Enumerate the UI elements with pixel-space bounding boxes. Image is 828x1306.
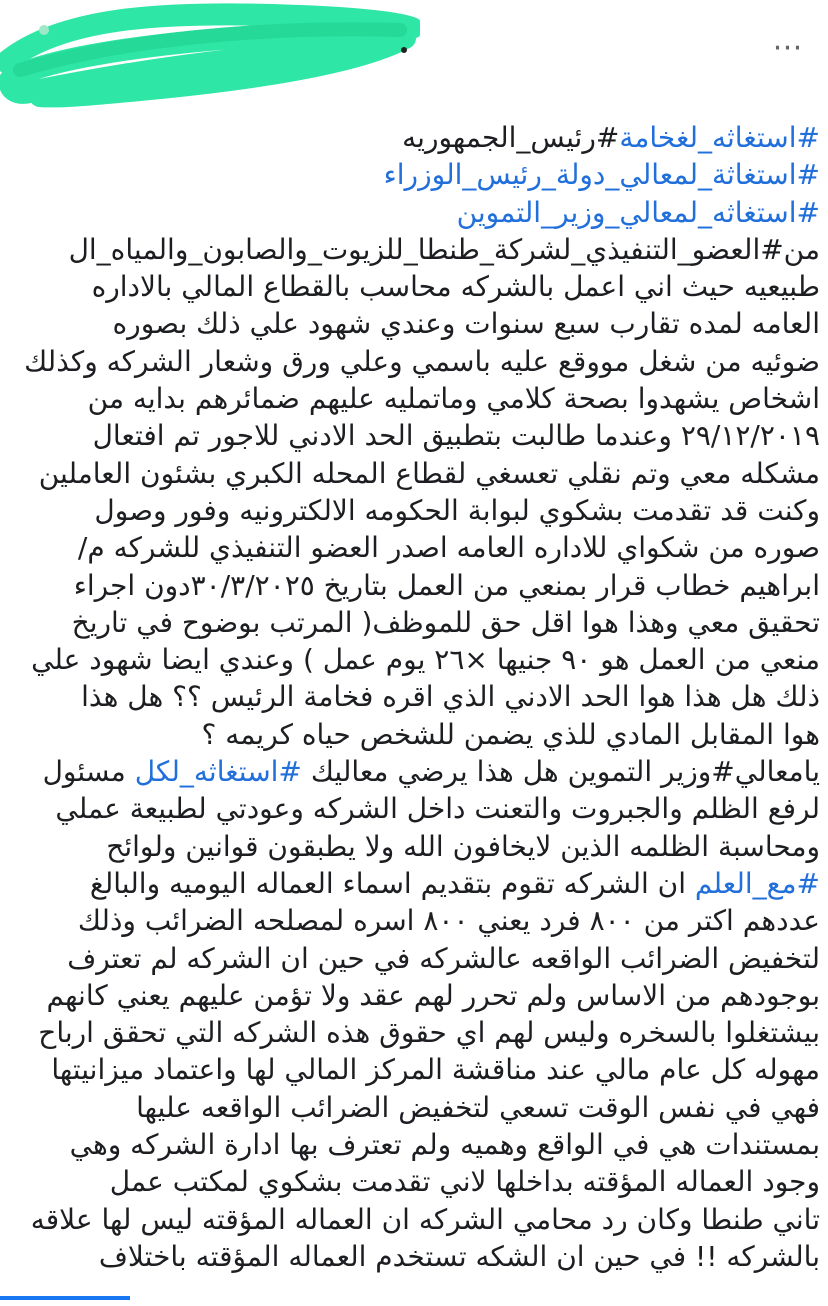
post-line: هوا المقابل المادي للذي يضمن للشخص حياه كريمه ؟ [201,717,820,751]
post-line: ضوئيه من شغل مووقع عليه باسمي وعلي ورق وشعار الشركه وكذلك [24,344,820,378]
post-line: وكنت قد تقدمت بشكوي لبوابة الحكومه الالكترونيه وفور وصول [94,493,820,527]
post-line: بيشتغلوا بالسخره وليس لهم اي حقوق هذه الشركه التي تحقق ارباح [38,1016,820,1050]
more-options-button[interactable] [770,30,806,65]
post-line: تحقيق معي وهذا هوا اقل حق للموظف( المرتب بوضوح في تاريخ [71,605,820,639]
post-line [6,194,820,231]
post-text-segment: يامعالي#وزير التموين هل هذا يرضي معاليك [310,755,820,789]
post-line: صوره من شكواي للاداره العامه اصدر العضو التنفيذي للشركه م/ [77,531,820,565]
hashtag-link[interactable]: #استغاثه_لمعالي_وزير_التموين [456,195,820,229]
post-line: طبيعيه حيث اني اعمل بالشركه محاسب بالقطاع المالي بالاداره [91,270,820,304]
post-line: مشكله معي وتم نقلي تعسغي لقطاع المحله الكبري بشئون العاملين [38,456,820,490]
hashtag-link[interactable]: #مع_العلم [694,866,820,900]
scroll-indicator [0,1296,130,1300]
post-text-segment: ان الشركه تقوم بتقديم اسماء العماله اليوميه والبالغ [89,866,686,900]
post-line: تاني طنطا وكان رد محامي الشركه ان العماله المؤقته ليس لها علاقه [30,1202,820,1236]
post-text-segment: مسئول [42,755,126,789]
post-line: فهي في نفس الوقت تسعي لتخفيض الضرائب الواقعه عليها [136,1090,820,1124]
post-line: العامه لمده تقارب سبع سنوات وعندي شهود علي ذلك بصوره [112,307,820,341]
post-line: لرفع الظلم والجبروت والتعنت داخل الشركه وعودتي لطبيعة عملي [55,792,820,826]
hashtag-link[interactable]: #استغاثة_لمعالي_دولة_رئيس_الوزراء [383,158,820,192]
post-line [6,865,820,902]
post-line: بمستندات هي في الواقع وهميه ولم تعترف بها ادارة الشركه وهي [69,1128,820,1162]
post-line: لتخفيض الضرائب الواقعه عالشركه في حين ان الشركه لم تعترف [67,941,820,975]
post-text [6,119,820,1275]
more-horizontal-icon: ⋯ [772,30,804,65]
post-line: اشخاص يشهدوا بصحة كلامي وماتمليه عليهم ضمائرهم بدايه من [87,382,820,416]
post-line [6,119,820,156]
post-line: ٢٩/١٢/٢٠١٩ وعندما طالبت بتطبيق الحد الادني للاجور تم افتعال [92,419,820,453]
redacted-name-scribble [0,0,420,110]
post-line: ذلك هل هذا هوا الحد الادني الذي اقره فخامة الرئيس ؟؟ هل هذا [81,680,820,714]
post-line [6,753,820,790]
post-line: من#العضو_التنفيذي_لشركة_طنطا_للزيوت_والصابون_والمياه_ال [68,232,820,266]
hashtag-link[interactable]: #استغاثه_لغخامة [619,121,820,154]
post-line: ابراهيم خطاب قرار بمنعي من العمل بتاريخ ٣٠/٣/٢٠٢٥دون اجراء [73,568,820,602]
post-line: عددهم اكتر من ٨٠٠ فرد يعني ٨٠٠ اسره لمصلحه الضرائب وذلك [77,904,820,938]
post-line: بوجودهم من الاساس ولم تحرر لهم عقد ولا تؤمن عليهم يعني كانهم [46,978,820,1012]
hashtag-link[interactable]: #استغاثه_لكل [134,755,302,789]
post-line: وجود العماله المؤقته بداخلها لاني تقدمت بشكوي لمكتب عمل [109,1165,820,1199]
post-line: بالشركه !! في حين ان الشكه تستخدم العماله المؤقته باختلاف [98,1239,820,1273]
post-line [6,156,820,193]
post-line: ومحاسبة الظلمه الذين لايخافون الله ولا يطبقون قوانين ولوائح [106,829,820,863]
post-line: مهوله كل عام مالي عند مناقشة المركز المالي لها واعتماد ميزانيتها [51,1053,820,1087]
post-text-segment: #رئيس_الجمهوريه [402,121,620,154]
post-line: منعي من العمل هو ٩٠ جنيها ×٢٦ يوم عمل ) وعندي ايضا شهود علي [31,643,820,677]
